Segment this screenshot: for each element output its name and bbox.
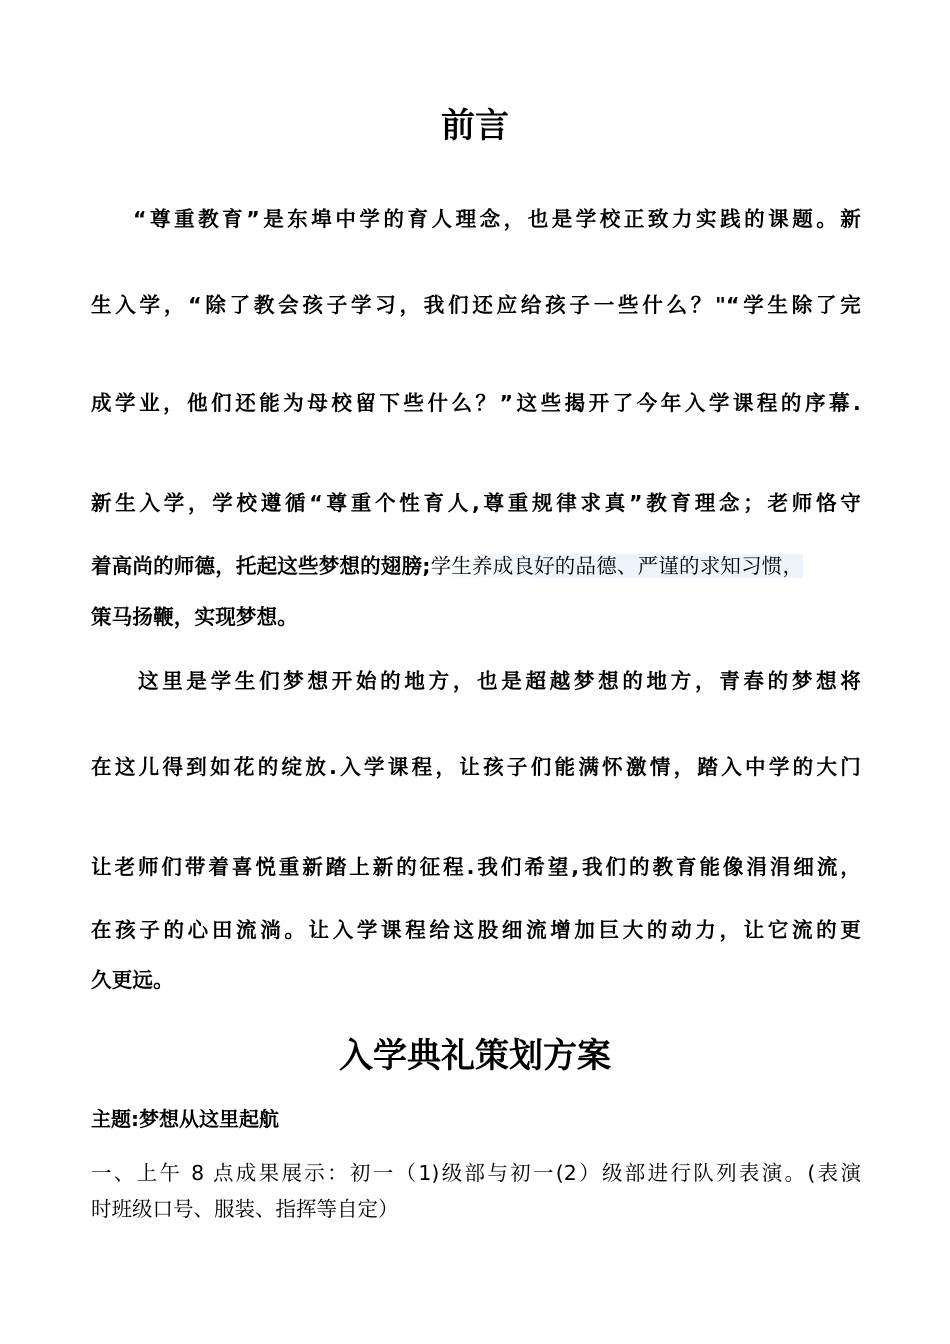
preface-line-3: 成学业，他们还能为母校留下些什么？”这些揭开了今年入学课程的序幕. — [91, 391, 861, 415]
plan-theme — [91, 1103, 279, 1132]
preface-line-8: 在这儿得到如花的绽放.入学课程，让孩子们能满怀激情，踏入中学的大门 — [91, 755, 861, 779]
preface-line-11: 久更远。 — [91, 968, 174, 992]
preface-line-6: 策马扬鞭，实现梦想。 — [91, 605, 298, 629]
preface-line-5-part-b: 学生养成良好的品德、严谨的求知习惯， — [430, 554, 804, 578]
preface-line-5-part-a: 着高尚的师德，托起这些梦想的翅膀; — [91, 554, 431, 578]
preface-line-5 — [91, 549, 861, 579]
preface-line-1: “尊重教育”是东埠中学的育人理念，也是学校正致力实践的课题。新 — [133, 207, 861, 231]
theme-value: 梦想从这里起航 — [139, 1107, 279, 1131]
theme-label: 主题: — [91, 1107, 139, 1131]
preface-line-4: 新生入学，学校遵循“尊重个性育人,尊重规律求真”教育理念；老师恪守 — [91, 491, 861, 515]
plan-item-1-line-1: 一、上午 8 点成果展示：初一（1)级部与初一(2）级部进行队列表演。(表演 — [91, 1161, 861, 1185]
preface-title: 前言 — [441, 106, 509, 146]
preface-line-10: 在孩子的心田流淌。让入学课程给这股细流增加巨大的动力，让它流的更 — [91, 918, 861, 942]
preface-line-2: 生入学，“除了教会孩子学习，我们还应给孩子一些什么？"“学生除了完 — [91, 293, 861, 317]
preface-line-7: 这里是学生们梦想开始的地方，也是超越梦想的地方，青春的梦想将 — [138, 669, 861, 693]
plan-title: 入学典礼策划方案 — [339, 1036, 611, 1076]
preface-line-9: 让老师们带着喜悦重新踏上新的征程.我们希望,我们的教育能像涓涓细流， — [91, 855, 861, 879]
plan-item-1-line-2: 时班级口号、服装、指挥等自定） — [91, 1197, 399, 1221]
